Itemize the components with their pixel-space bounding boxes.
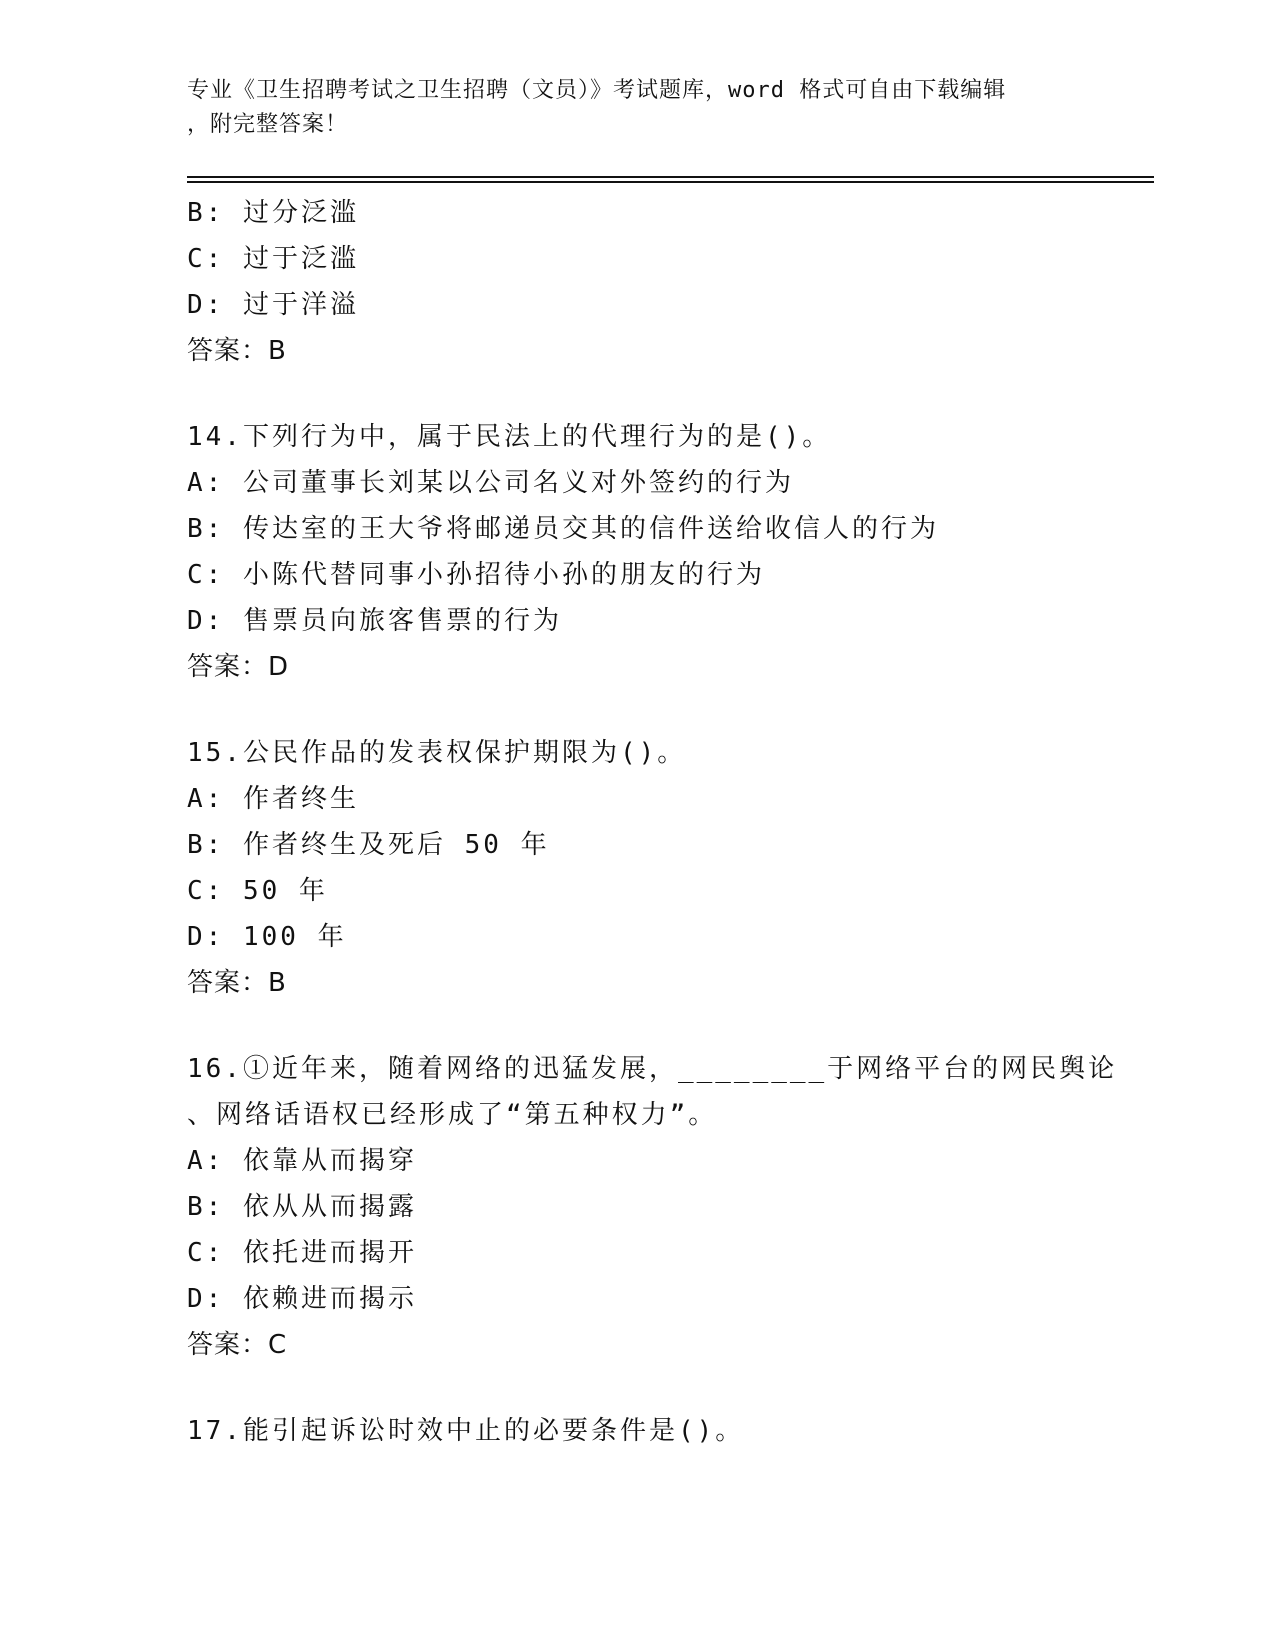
spacer: [187, 690, 1087, 730]
header-line-1: 专业《卫生招聘考试之卫生招聘（文员）》考试题库，word 格式可自由下载编辑: [187, 78, 1007, 103]
header-rule-bottom: [187, 181, 1154, 183]
question-15-block: [187, 730, 1087, 1006]
header-line-2: ，附完整答案！: [187, 112, 349, 137]
q15-option-b: B: 作者终生及死后 50 年: [187, 830, 550, 860]
q15-option-a: A: 作者终生: [187, 784, 359, 814]
q14-option-c: C: 小陈代替同事小孙招待小孙的朋友的行为: [187, 560, 765, 590]
spacer: [187, 374, 1087, 414]
header-rule-top: [187, 176, 1154, 178]
q15-option-c: C: 50 年: [187, 876, 328, 906]
q15-answer: 答案：B: [187, 968, 287, 998]
q15-question: 15.公民作品的发表权保护期限为()。: [187, 738, 687, 768]
q16-option-d: D: 依赖进而揭示: [187, 1284, 417, 1314]
q13-option-d: D: 过于洋溢: [187, 290, 359, 320]
q16-answer: 答案：C: [187, 1330, 288, 1360]
q14-answer: 答案：D: [187, 652, 290, 682]
q16-option-c: C: 依托进而揭开: [187, 1238, 417, 1268]
spacer: [187, 1006, 1087, 1046]
q17-question: 17.能引起诉讼时效中止的必要条件是()。: [187, 1416, 745, 1446]
q13-answer: 答案：B: [187, 336, 287, 366]
question-list: [187, 190, 1118, 1454]
question-17-block: [187, 1408, 1087, 1454]
q16-option-b: B: 依从从而揭露: [187, 1192, 417, 1222]
q14-option-a: A: 公司董事长刘某以公司名义对外签约的行为: [187, 468, 794, 498]
q14-question: 14.下列行为中，属于民法上的代理行为的是()。: [187, 422, 832, 452]
q16-option-a: A: 依靠从而揭穿: [187, 1146, 417, 1176]
q13-option-c: C: 过于泛滥: [187, 244, 359, 274]
question-16-block: [187, 1046, 1118, 1368]
spacer: [187, 1368, 1087, 1408]
q14-option-d: D: 售票员向旅客售票的行为: [187, 606, 562, 636]
question-13-block: [187, 190, 1087, 374]
q16-question-line-1: 16.①近年来，随着网络的迅猛发展，________于网络平台的网民舆论: [187, 1054, 1118, 1084]
question-14-block: [187, 414, 1087, 690]
q16-question-line-2: 、网络话语权已经形成了“第五种权力”。: [187, 1100, 718, 1130]
q14-option-b: B: 传达室的王大爷将邮递员交其的信件送给收信人的行为: [187, 514, 939, 544]
q13-option-b: B: 过分泛滥: [187, 198, 359, 228]
document-header: [187, 74, 1077, 142]
q15-option-d: D: 100 年: [187, 922, 347, 952]
